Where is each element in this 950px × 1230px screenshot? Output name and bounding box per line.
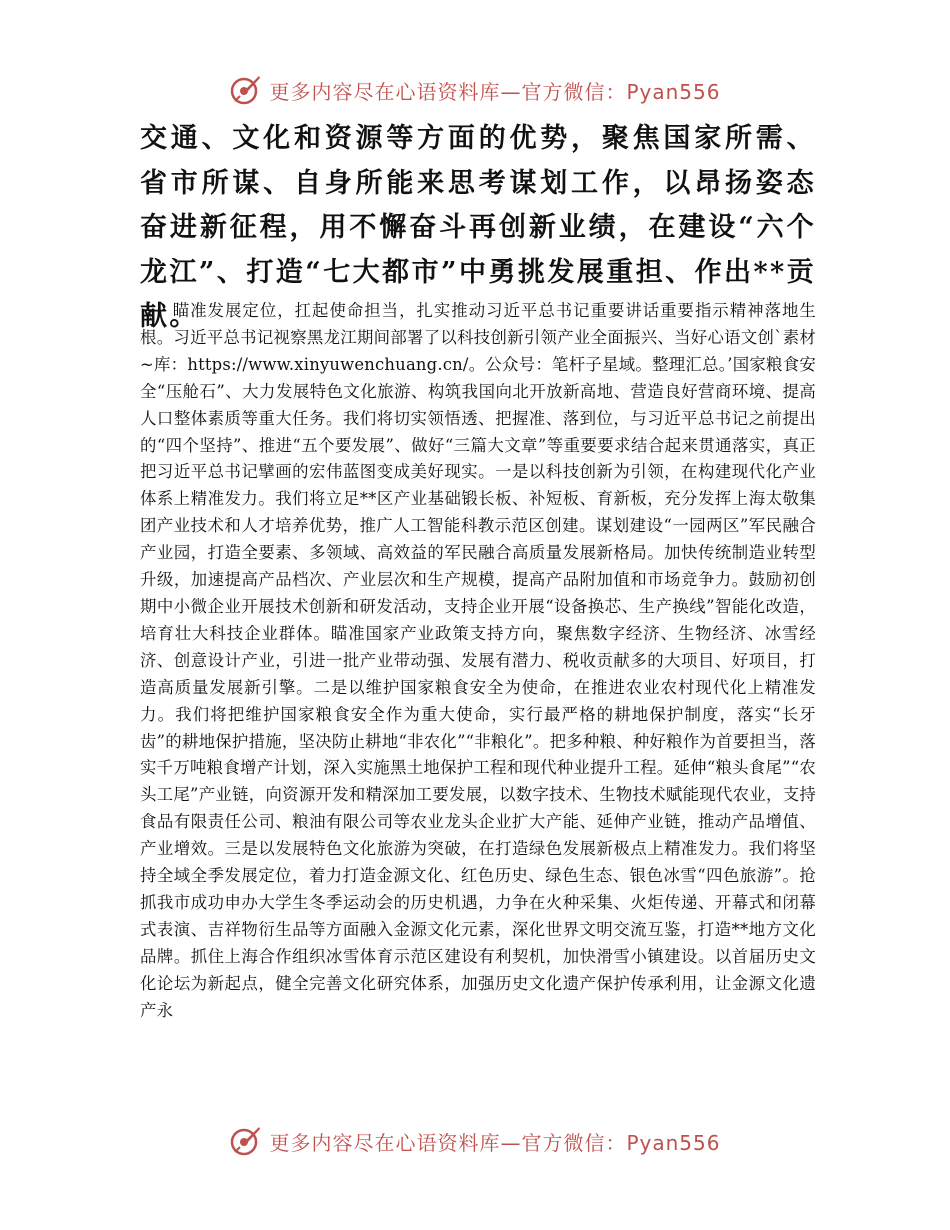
quill-pen-logo-icon: [229, 1124, 263, 1158]
body-paragraph: 瞄准发展定位，扛起使命担当，扎实推动习近平总书记重要讲话重要指示精神落地生根。习近平总书记视察黑龙江期间部署了以科技创新引领产业全面振兴、当好心语文创`素材~库：https://www.xinyuwenchuang.cn/。公众号：笔杆子星域。整理汇总。’国家粮食安全“压舱石”、大力发展特色文化旅游、构筑我国向北开放新高地、营造良好营商环境、提高人口整体素质等重大任务。我们将切实领悟透、把握准、落到位，与习近平总书记之前提出的“四个坚持”、推进“五个要发展”、做好“三篇大文章”等重要要求结合起来贯通落实，真正把习近平总书记擘画的宏伟蓝图变成美好现实。一是以科技创新为引领，在构建现代化产业体系上精准发力。我们将立足**区产业基础锻长板、补短板、育新板，充分发挥上海太敬集团产业技术和人才培养优势，推广人工智能科教示范区创建。谋划建设“一园两区”军民融合产业园，打造全要素、多领域、高效益的军民融合高质量发展新格局。加快传统制造业转型升级，加速提高产品档次、产业层次和生产规模，提高产品附加值和市场竞争力。鼓励初创期中小微企业开展技术创新和研发活动，支持企业开展“设备换芯、生产换线”智能化改造，培育壮大科技企业群体。瞄准国家产业政策支持方向，聚焦数字经济、生物经济、冰雪经济、创意设计产业，引进一批产业带动强、发展有潜力、税收贡献多的大项目、好项目，打造高质量发展新引擎。二是以维护国家粮食安全为使命，在推进农业农村现代化上精准发力。我们将把维护国家粮食安全作为重大使命，实行最严格的耕地保护制度，落实“长牙齿”的耕地保护措施，坚决防止耕地“非农化”“非粮化”。把多种粮、种好粮作为首要担当，落实千万吨粮食增产计划，深入实施黑土地保护工程和现代种业提升工程。延伸“粮头食尾”“农头工尾”产业链，向资源开发和精深加工要发展，以数字技术、生物技术赋能现代农业，支持食品有限责任公司、粮油有限公司等农业龙头企业扩大产能、延伸产业链，推动产品增值、产业增效。三是以发展特色文化旅游为突破，在打造绿色发展新极点上精准发力。我们将坚持全域全季发展定位，着力打造金源文化、红色历史、绿色生态、银色冰雪“四色旅游”。抢抓我市成功申办大学生冬季运动会的历史机遇，力争在火种采集、火炬传递、开幕式和闭幕式表演、吉祥物衍生品等方面融入金源文化元素，深化世界文明交流互鉴，打造**地方文化品牌。抓住上海合作组织冰雪体育示范区建设有利契机，加快滑雪小镇建设。以首届历史文化论坛为新起点，健全完善文化研究体系，加强历史文化遗产保护传承利用，让金源文化遗产永: [140, 301, 816, 1020]
header-watermark: [0, 70, 950, 110]
quill-pen-logo-icon: [229, 73, 263, 107]
footer-watermark: [0, 1121, 950, 1161]
footer-watermark-text: 更多内容尽在心语资料库—官方微信：Pyan556: [269, 1130, 721, 1155]
lead-paragraph: 交通、文化和资源等方面的优势，聚焦国家所需、省市所谋、自身所能来思考谋划工作，以昂扬姿态奋进新征程，用不懈奋斗再创新业绩，在建设“六个龙江”、打造“七大都市”中勇挑发展重担、作出**贡献。: [140, 123, 816, 332]
header-watermark-text: 更多内容尽在心语资料库—官方微信：Pyan556: [269, 79, 721, 104]
